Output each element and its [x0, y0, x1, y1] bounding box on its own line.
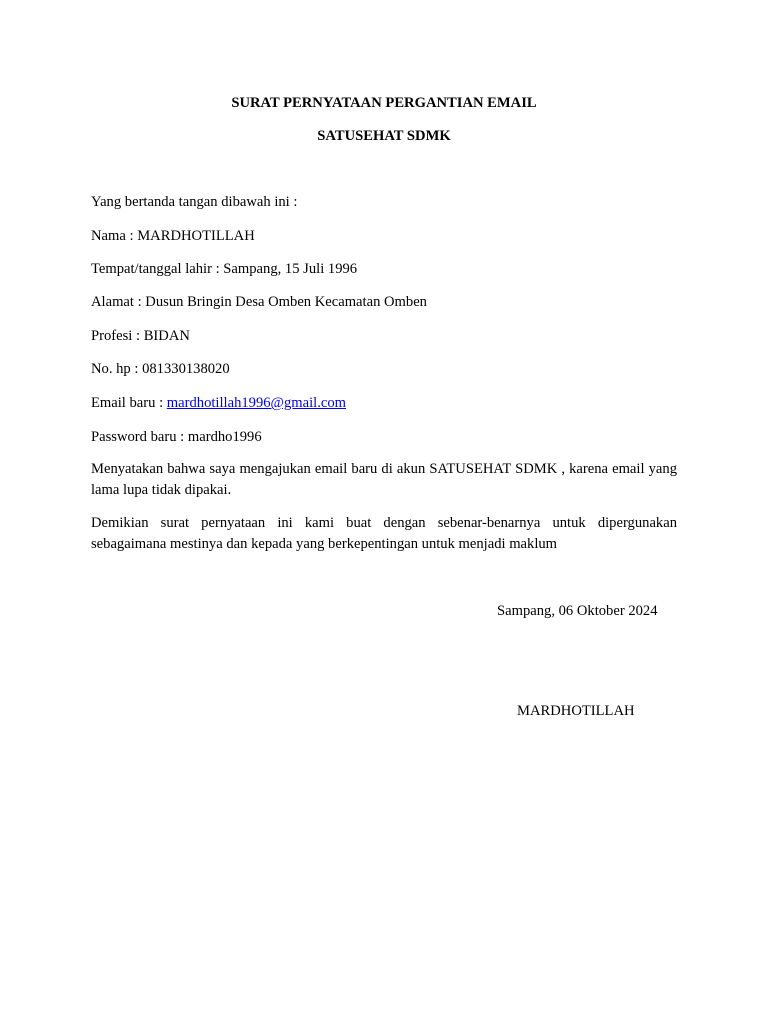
field-email — [91, 394, 346, 412]
field-password: Password baru : mardho1996 — [91, 429, 262, 445]
field-alamat: Alamat : Dusun Bringin Desa Omben Kecamatan Omben — [91, 294, 427, 310]
email-link[interactable]: mardhotillah1996@gmail.com — [166, 395, 347, 411]
field-profesi: Profesi : BIDAN — [91, 328, 190, 344]
field-nohp: No. hp : 081330138020 — [91, 361, 230, 377]
statement-paragraph: Menyatakan bahwa saya mengajukan email baru di akun SATUSEHAT SDMK , karena email yang lama lupa tidak dipakai. — [91, 461, 677, 498]
intro-text: Yang bertanda tangan dibawah ini : — [91, 194, 298, 210]
field-nama: Nama : MARDHOTILLAH — [91, 228, 255, 244]
signer-name: MARDHOTILLAH — [517, 703, 635, 719]
email-label: Email baru : — [91, 395, 167, 411]
closing-paragraph: Demikian surat pernyataan ini kami buat dengan sebenar-benarnya untuk dipergunakan sebagaimana mestinya dan kepada yang berkepentingan untuk menjadi maklum — [91, 515, 677, 552]
letter-title: SURAT PERNYATAAN PERGANTIAN EMAIL — [231, 95, 537, 111]
place-date: Sampang, 06 Oktober 2024 — [497, 603, 658, 619]
letter-subtitle: SATUSEHAT SDMK — [317, 128, 451, 144]
field-ttl: Tempat/tanggal lahir : Sampang, 15 Juli 1996 — [91, 261, 358, 277]
